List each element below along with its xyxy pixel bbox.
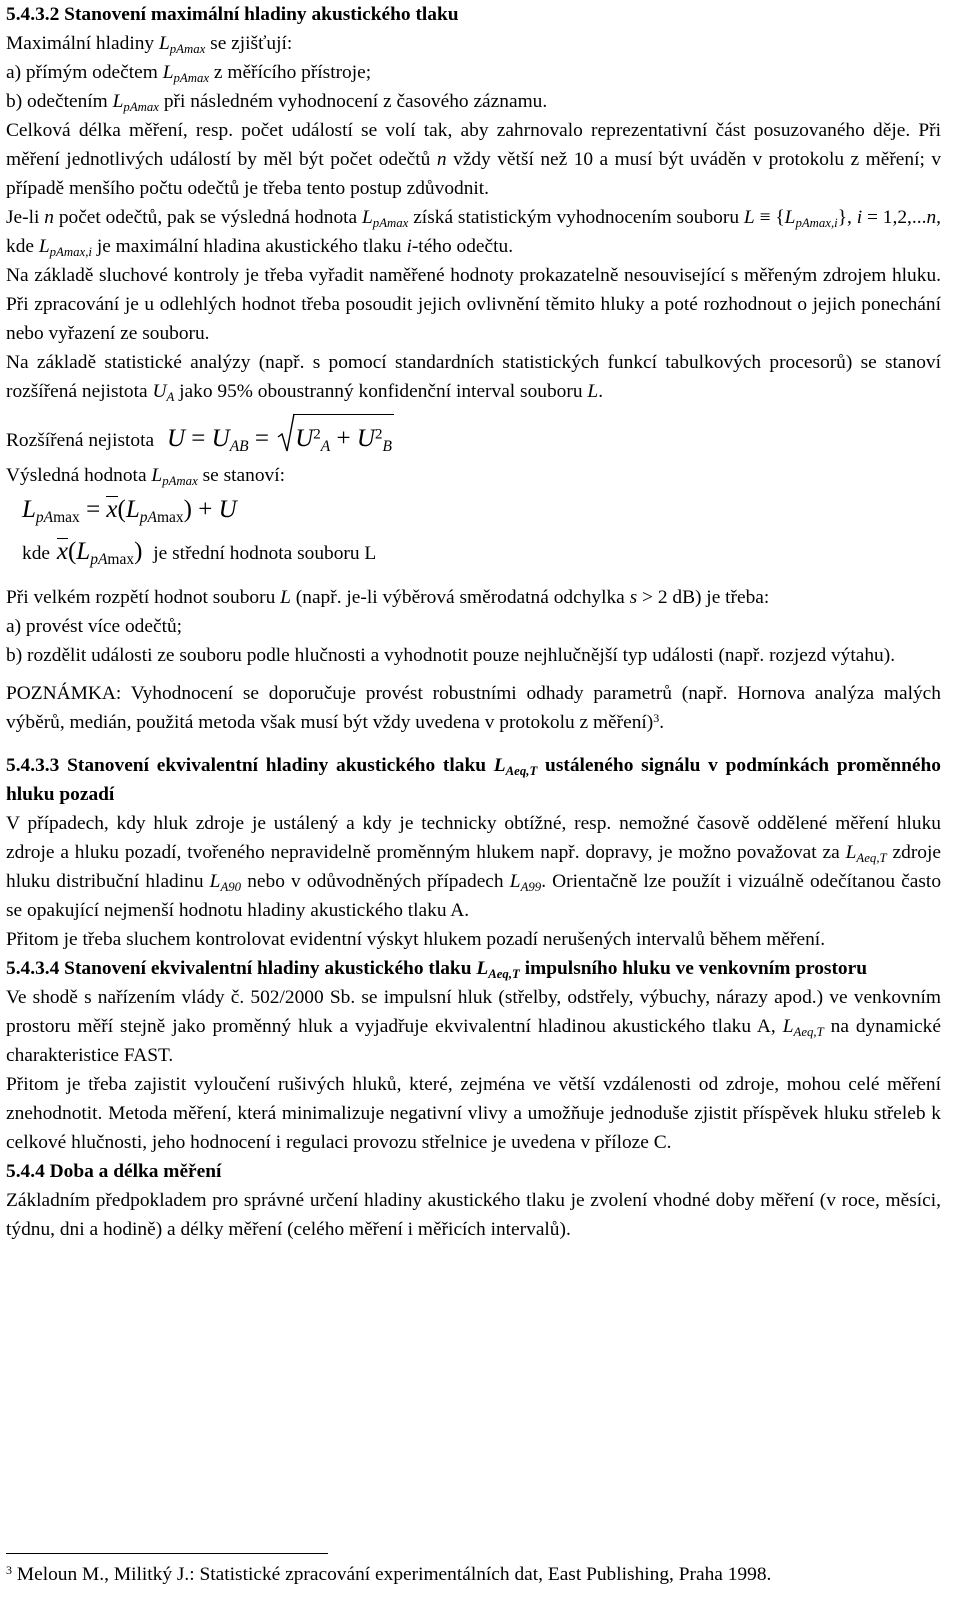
equation-result: $L_{pAmax} = x(L_{pAmax}) + U$ xyxy=(22,496,237,526)
footnote: $^3$ Meloun M., Militký J.: Statistické zpracování experimentálních dat, East Publishing, Praha 1998. xyxy=(6,1563,772,1585)
paragraph-impulse-noise: Ve shodě s nařízením vlády č. 502/2000 Sb. se impulsní hluk (střelby, odstřely, výbuchy, nárazy apod.) ve venkovním prostoru měří stejně jako proměnný hluk a vyjadřuje ekvivalentní hladinou akustického tlaku A, $L_{Aeq,T}$ na dynamické charakteristice FAST. xyxy=(6,987,941,1066)
equation-uncertainty: Rozšířená nejistota $U = U_{AB}$ = $U^2_A + U^2_B$ xyxy=(6,414,941,458)
paragraph-shooting-range: Přitom je třeba zajistit vyloučení rušivých hluků, které, zejména ve větší vzdálenosti od zdroje, mohou celé měření znehodnotit. Metoda měření, která minimalizuje negativní vlivy a umožňuje jednoduše zjistit příspěvek hluku střeleb k celkové hlučnosti, jeho hodnocení i regulaci provozu střelnice je uvedena v příloze C. xyxy=(6,1074,941,1153)
paragraph-measurement-time: Základním předpokladem pro správné určení hladiny akustického tlaku je zvolení vhodné doby měření (v roce, měsíci, týdnu, dni a hodině) a délky měření (celého měření i měřicích intervalů). xyxy=(6,1190,941,1240)
footnote-ref: 3 xyxy=(653,711,660,725)
section-heading-5432: 5.4.3.2 Stanovení maximální hladiny akustického tlaku xyxy=(6,4,459,25)
list-item-b: b) rozdělit události ze souboru podle hlučnosti a vyhodnotit pouze nejhlučnější typ události (např. rozjezd výtahu). xyxy=(6,645,896,666)
paragraph-background-noise: V případech, kdy hluk zdroje je ustálený a kdy je technicky obtížné, resp. nemožné časově oddělené měření hluku zdroje a hluku pozadí, tvořeného nepravidelně proměnným hlukem např. dopravy, je možno považovat za $L_{Aeq,T}$ zdroje hluku distribuční hladinu $L_{A90}$ nebo v odůvodněných případech $L_{A99}$. Orientačně lze použít i vizuálně odečítanou často se opakující nejmenší hodnotu hladiny akustického tlaku A. xyxy=(6,813,942,921)
section-heading-5434: 5.4.3.4 Stanovení ekvivalentní hladiny akustického tlaku $L_{Aeq,T}$ impulsního hluku ve venkovním prostoru xyxy=(6,958,868,982)
result-label: Výsledná hodnota $L_{pAmax}$ se stanoví: xyxy=(6,465,286,489)
intro-line: Maximální hladiny $L_{pAmax}$ se zjišťují: xyxy=(6,33,293,57)
paragraph-statistics: Je-li n počet odečtů, pak se výsledná hodnota $L_{pAmax}$ získá statistickým vyhodnocením souboru $L \equiv \{L_{pAmax,i}\}$, i = 1,2,...n, kde $L_{pAmax,i}$ je maximální hladina akustického tlaku i-tého odečtu. xyxy=(6,207,941,260)
paragraph-duration: Celková délka měření, resp. počet událostí se volí tak, aby zahrnovalo reprezentativní část posuzovaného děje. Při měření jednotlivých událostí by měl být počet odečtů n vždy větší než 10 a musí být uváděn v protokolu z měření; v případě menšího počtu odečtů je třeba tento postup zdůvodnit. xyxy=(6,120,942,199)
paragraph-listening-check: Přitom je třeba sluchem kontrolovat evidentní výskyt hlukem pozadí nerušených intervalů během měření. xyxy=(6,929,826,950)
list-item-a: a) provést více odečtů; xyxy=(6,616,183,637)
square-root: $U^2_A + U^2_B$ xyxy=(277,414,394,461)
equation-mean-def: kde $x(L_{pAmax})$ je střední hodnota souboru L xyxy=(22,538,377,568)
footnote-mark: 3 xyxy=(6,1563,13,1577)
paragraph-uncertainty: Na základě statistické analýzy (např. s pomocí standardních statistických funkcí tabulkových procesorů) se stanoví rozšířená nejistota $U_A$ jako 95% oboustranný konfidenční interval souboru L. xyxy=(6,352,941,405)
paragraph-screening: Na základě sluchové kontroly je třeba vyřadit naměřené hodnoty prokazatelně nesouvisející s měřeným zdrojem hluku. Při zpracování je u odlehlých hodnot třeba posoudit jejich ovlivnění těmito hluky a poté rozhodnout o jejich ponechání nebo vyřazení ze souboru. xyxy=(6,265,941,344)
method-item-b: b) odečtením $L_{pAmax}$ při následném vyhodnocení z časového záznamu. xyxy=(6,91,548,115)
paragraph-wide-range: Při velkém rozpětí hodnot souboru L (např. je-li výběrová směrodatná odchylka s > 2 dB) je třeba: xyxy=(6,587,770,608)
footnote-divider xyxy=(6,1553,328,1554)
note-paragraph: POZNÁMKA: Vyhodnocení se doporučuje provést robustními odhady parametrů (např. Hornova analýza malých výběrů, medián, použitá metoda však musí být vždy uvedena v protokolu z měření)$^3$. xyxy=(6,683,941,733)
section-heading-5433: 5.4.3.3 Stanovení ekvivalentní hladiny akustického tlaku $L_{Aeq,T}$ ustáleného signálu v podmínkách proměnného hluku pozadí xyxy=(6,755,941,805)
section-heading-544: 5.4.4 Doba a délka měření xyxy=(6,1161,222,1182)
method-item-a: a) přímým odečtem $L_{pAmax}$ z měřícího přístroje; xyxy=(6,62,372,86)
